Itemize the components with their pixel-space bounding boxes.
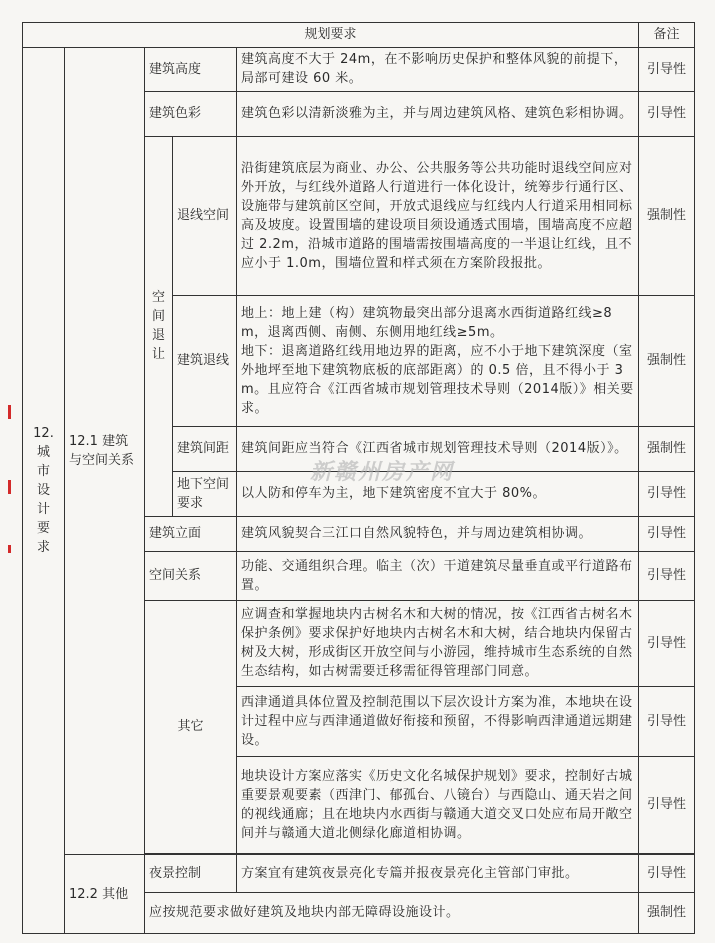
requirement-text: 建筑间距应当符合《江西省城市规划管理技术导则（2014版）》。 (237, 426, 639, 471)
subsection-title: 12.1 建筑与空间关系 (65, 47, 145, 854)
note-cell: 引导性 (639, 855, 695, 893)
note-cell: 强制性 (639, 892, 695, 933)
note-cell: 引导性 (639, 91, 695, 136)
table-row (23, 855, 695, 893)
header-requirements: 规划要求 (23, 23, 639, 48)
note-cell: 强制性 (639, 295, 695, 426)
red-margin-mark (8, 480, 11, 494)
section-title: 12. 城 市 设 计 要 求 (23, 47, 65, 933)
note-cell: 引导性 (639, 47, 695, 91)
note-cell: 强制性 (639, 136, 695, 295)
note-cell: 引导性 (639, 756, 695, 853)
requirement-text: 功能、交通组织合理。临主（次）干道建筑尽量垂直或平行道路布置。 (237, 551, 639, 600)
row-label: 空间关系 (145, 551, 237, 600)
setback-group-label: 空 间 退 让 (145, 136, 173, 516)
red-margin-mark (8, 405, 11, 419)
requirement-text: 方案宜有建筑夜景亮化专篇并报夜景亮化主管部门审批。 (237, 855, 639, 893)
note-cell: 强制性 (639, 426, 695, 471)
note-cell: 引导性 (639, 686, 695, 756)
note-cell: 引导性 (639, 600, 695, 686)
note-cell: 引导性 (639, 516, 695, 551)
other-group-label: 其它 (145, 600, 237, 853)
requirement-text: 以人防和停车为主，地下建筑密度不宜大于 80%。 (237, 471, 639, 516)
planning-requirements-table (22, 22, 695, 934)
requirement-text: 西津通道具体位置及控制范围以下层次设计方案为准，本地块在设计过程中应与西津通道做好衔接和预留，不得影响西津通道远期建设。 (237, 686, 639, 756)
requirement-text: 应调查和掌握地块内古树名木和大树的情况，按《江西省古树名木保护条例》要求保护好地块内古树名木和大树，结合地块内保留古树及大树，形成街区开放空间与小游园，维持城市生态系统的自然生态结构，如古树需要迁移需征得管理部门同意。 (237, 600, 639, 686)
row-label: 建筑间距 (173, 426, 237, 471)
row-label: 建筑色彩 (145, 91, 237, 136)
requirement-text: 建筑色彩以清新淡雅为主，并与周边建筑风格、建筑色彩相协调。 (237, 91, 639, 136)
table-header-row (23, 23, 695, 48)
requirement-text: 沿街建筑底层为商业、办公、公共服务等公共功能时退线空间应对外开放，与红线外道路人行道进行一体化设计，统筹步行通行区、设施带与建筑前区空间，开放式退线应与红线内人行道采用相同标高及坡度。设置围墙的建设项目须设通透式围墙，围墙高度不应超过 2.2m，沿城市道路的围墙需按围墙高度的一半退让红线，且不应小于 1.0m，围墙位置和样式须在方案阶段报批。 (237, 136, 639, 295)
note-cell: 引导性 (639, 551, 695, 600)
note-cell: 引导性 (639, 471, 695, 516)
header-note: 备注 (639, 23, 695, 48)
row-label: 建筑高度 (145, 47, 237, 91)
requirement-text: 建筑高度不大于 24m，在不影响历史保护和整体风貌的前提下，局部可建设 60 米。 (237, 47, 639, 91)
requirement-text: 应按规范要求做好建筑及地块内部无障碍设施设计。 (145, 892, 639, 933)
row-label: 建筑立面 (145, 516, 237, 551)
requirement-text: 地块设计方案应落实《历史文化名城保护规划》要求，控制好古城重要景观要素（西津门、郁孤台、八镜台）与西隐山、通天岩之间的视线通廊；且在地块内水西街与赣通大道交叉口处应布局开敞空间并与赣通大道北侧绿化廊道相协调。 (237, 756, 639, 853)
requirement-text: 建筑风貌契合三江口自然风貌特色，并与周边建筑相协调。 (237, 516, 639, 551)
row-label: 夜景控制 (145, 855, 237, 893)
requirement-text: 地上：地上建（构）建筑物最突出部分退离水西街道路红线≥8m，退离西侧、南侧、东侧用地红线≥5m。 地下：退离道路红线用地边界的距离，应不小于地下建筑深度（室外地坪至地下建筑物底板的底部距离）的 0.5 倍，且不得小于 3m。且应符合《江西省城市规划管理技术导则（2014版）》相关要求。 (237, 295, 639, 426)
subsection-title: 12.2 其他 (65, 855, 145, 934)
row-label: 建筑退线 (173, 295, 237, 426)
row-label: 退线空间 (173, 136, 237, 295)
row-label: 地下空间要求 (173, 471, 237, 516)
watermark: 新赣州房产网 (310, 460, 455, 485)
table-row (23, 47, 695, 91)
red-margin-mark (8, 545, 11, 553)
